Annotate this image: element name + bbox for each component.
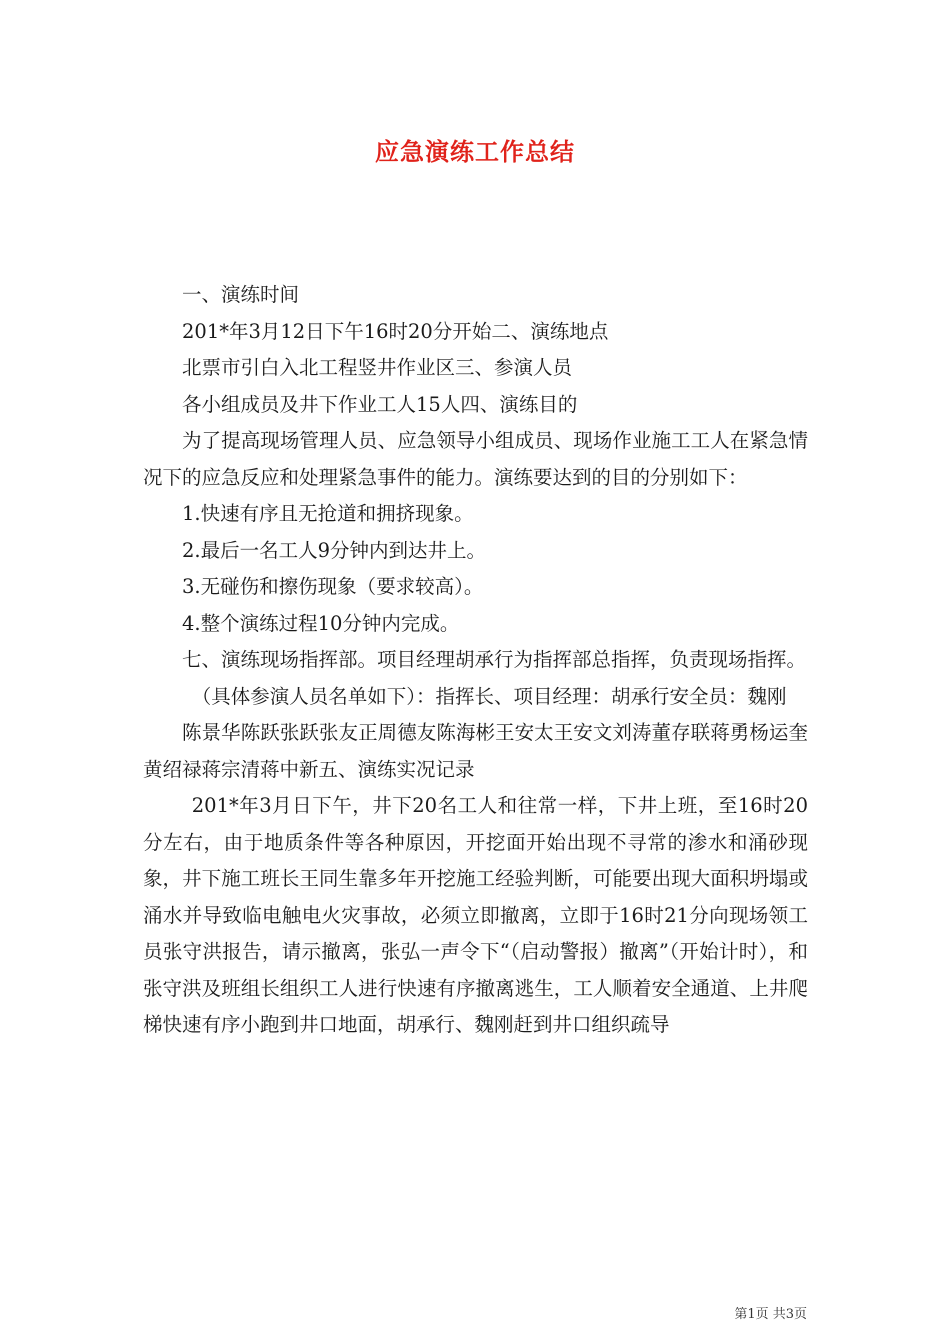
paragraph-command: 七、演练现场指挥部。项目经理胡承行为指挥部总指挥，负责现场指挥。 xyxy=(182,648,807,671)
paragraph-section-time: 一、演练时间 xyxy=(182,283,300,306)
document-title: 应急演练工作总结 xyxy=(375,138,575,166)
page-number: 第1页 共3页 xyxy=(734,1307,807,1322)
list-item: 2.最后一名工人9分钟内到达井上。 xyxy=(182,538,487,562)
paragraph-roster-names: 陈景华陈跃张跃张友正周德友陈海彬王安太王安文刘涛董存联蒋勇杨运奎黄绍禄蒋宗清蒋中新五、演练实况记录 xyxy=(143,721,808,781)
list-item: 4.整个演练过程10分钟内完成。 xyxy=(182,611,460,635)
paragraph-location: 北票市引白入北工程竖井作业区三、参演人员 xyxy=(182,356,573,379)
paragraph-roster-intro: （具体参演人员名单如下）：指挥长、项目经理：胡承行安全员：魏刚 xyxy=(191,684,787,708)
document-body xyxy=(143,277,808,1044)
paragraph-record: 201*年3月日下午，井下20名工人和往常一样，下井上班，至16时20分左右，由于地质条件等各种原因，开挖面开始出现不寻常的渗水和涌砂现象，井下施工班长王同生靠多年开挖施工经验判断，可能要出现大面积坍塌或涌水并导致临电触电火灾事故，必须立即撤离，立即于16时21分向现场领工员张守洪报告，请示撤离，张弘一声令下“（启动警报）撤离”（开始计时），和张守洪及班组长组织工人进行快速有序撤离逃生，工人顺着安全通道、上井爬梯快速有序小跑到井口地面，胡承行、魏刚赶到井口组织疏导 xyxy=(143,794,808,1036)
paragraph-time-detail: 201*年3月12日下午16时20分开始二、演练地点 xyxy=(182,319,609,343)
paragraph-participants: 各小组成员及井下作业工人15人四、演练目的 xyxy=(182,392,578,416)
list-item: 3.无碰伤和擦伤现象（要求较高）。 xyxy=(182,575,484,598)
paragraph-purpose: 为了提高现场管理人员、应急领导小组成员、现场作业施工工人在紧急情况下的应急反应和处理紧急事件的能力。演练要达到的目的分别如下： xyxy=(143,429,808,489)
list-item: 1.快速有序且无抢道和拥挤现象。 xyxy=(182,502,474,525)
